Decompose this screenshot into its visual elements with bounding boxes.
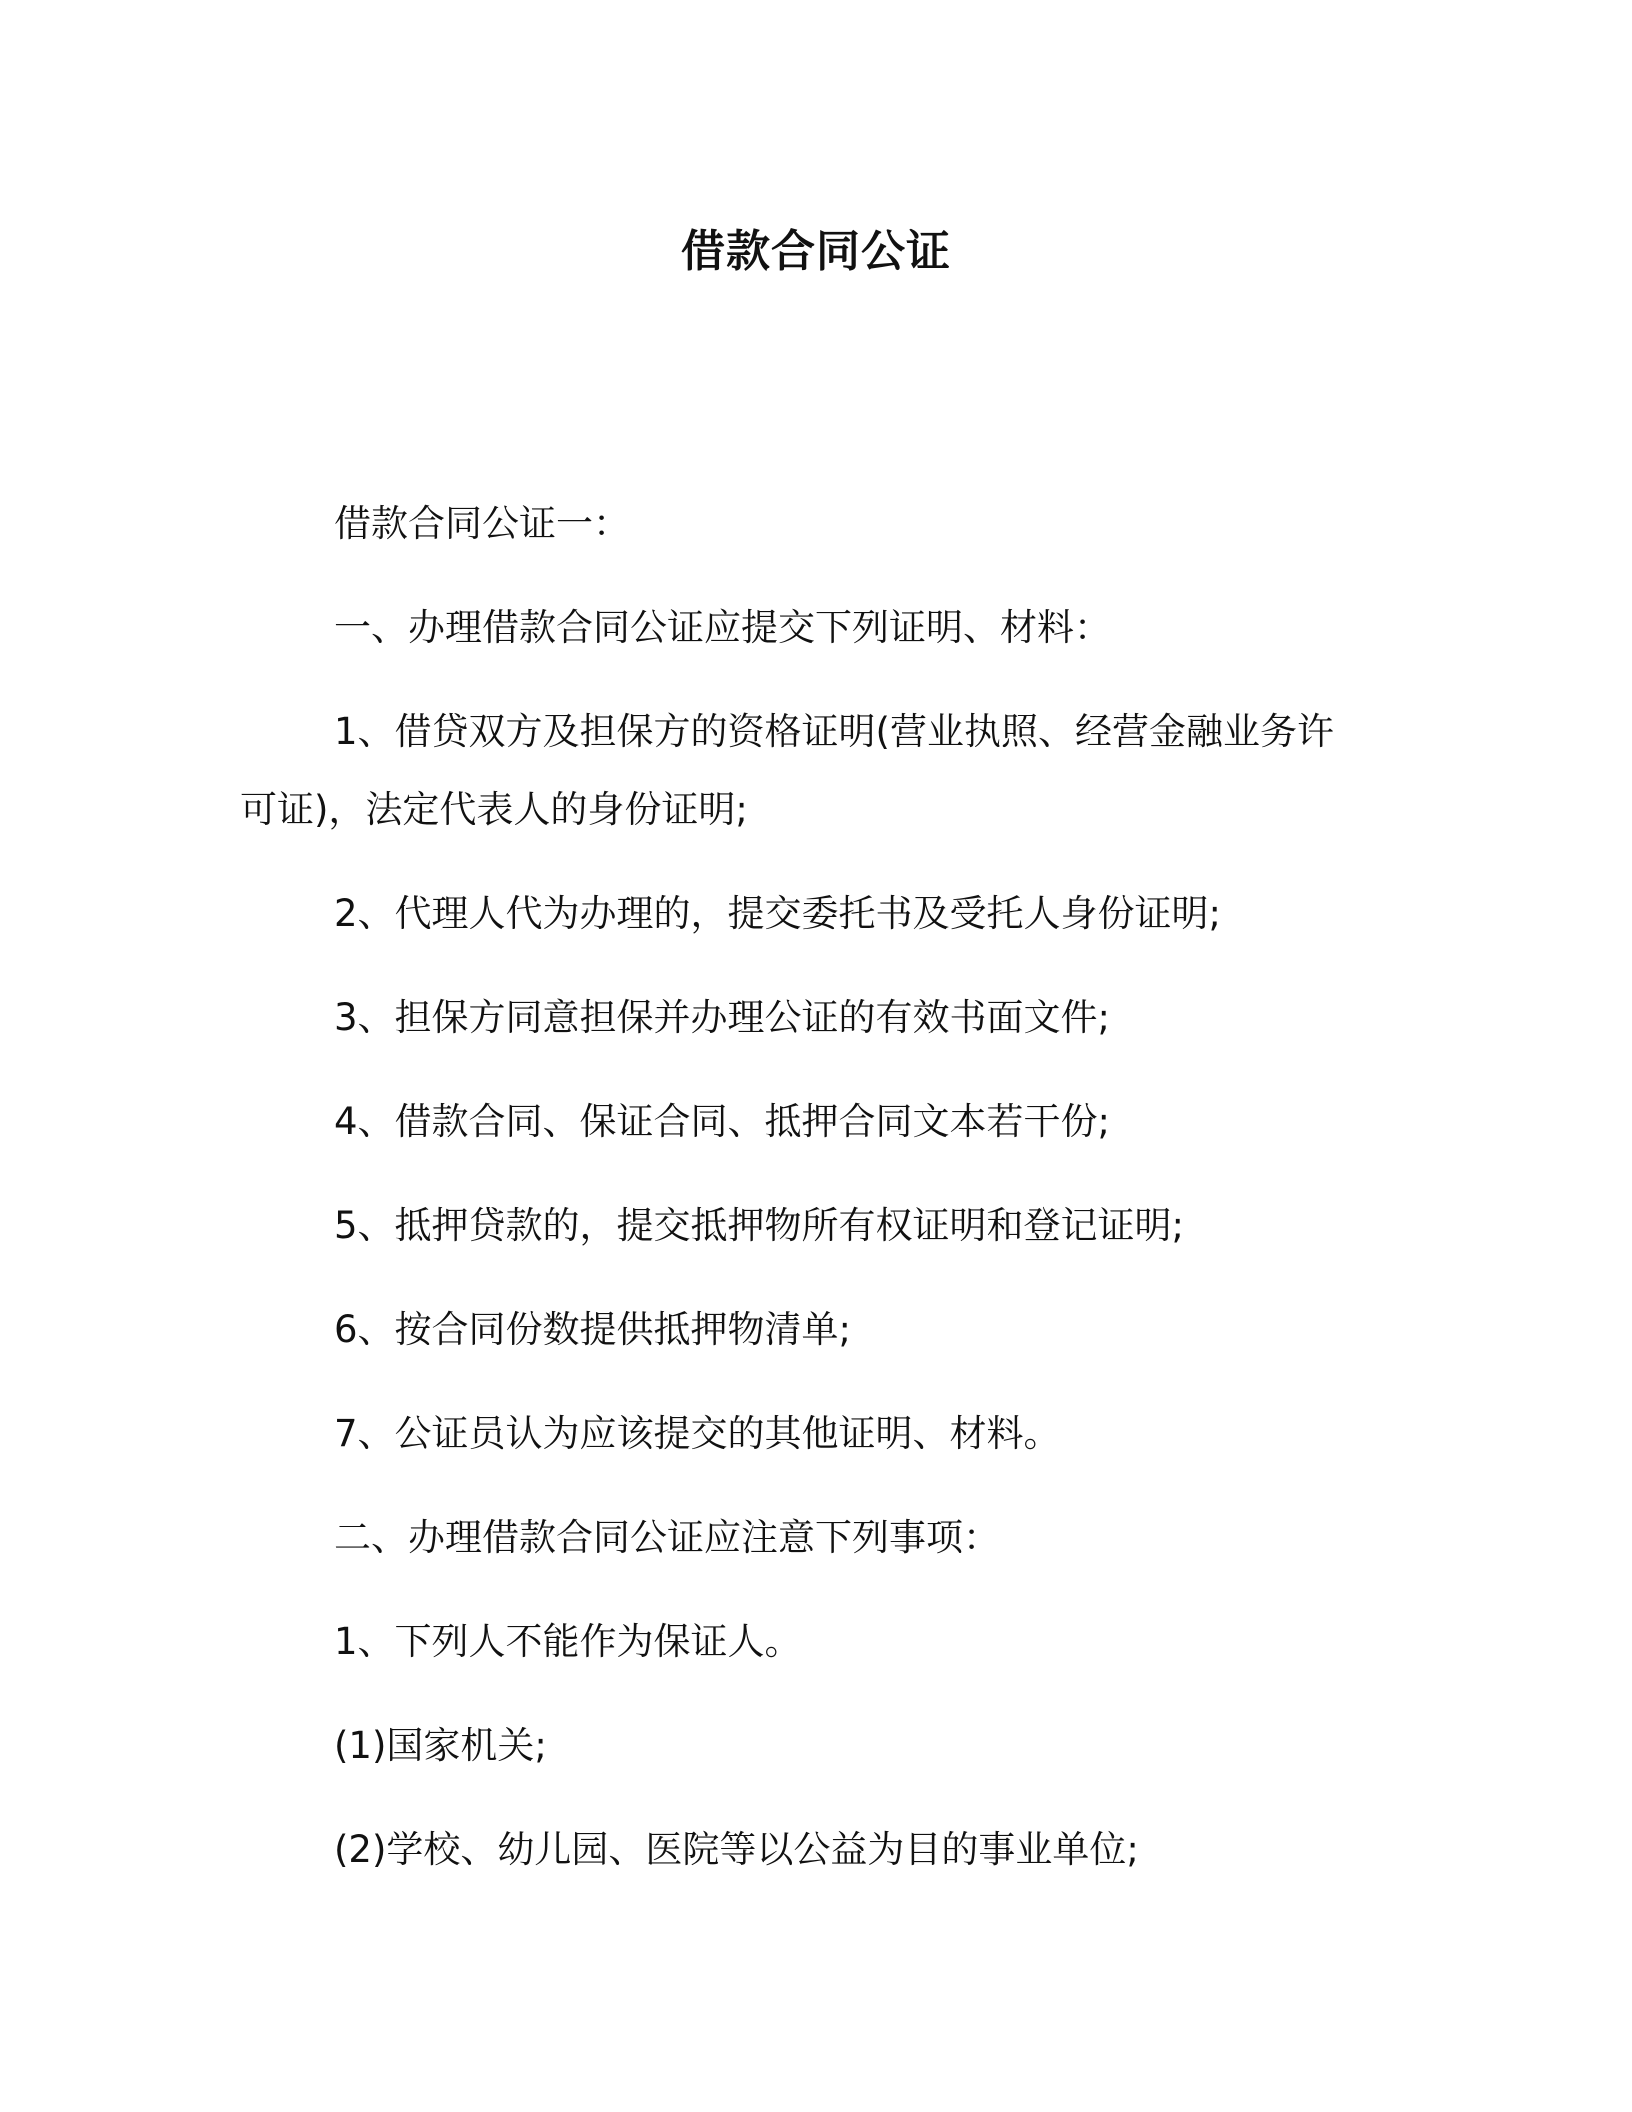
- list-item-5: 5、抵押贷款的，提交抵押物所有权证明和登记证明;: [334, 1204, 1185, 1247]
- section-1-heading: 一、办理借款合同公证应提交下列证明、材料：: [334, 606, 1111, 649]
- list-item-1: 1、借贷双方及担保方的资格证明(营业执照、经营金融业务许可证)，法定代表人的身份证明;: [240, 710, 1334, 831]
- paragraph-heading: 借款合同公证一：: [334, 502, 630, 545]
- list-item-7: 7、公证员认为应该提交的其他证明、材料。: [334, 1412, 1061, 1455]
- list-item-4: 4、借款合同、保证合同、抵押合同文本若干份;: [334, 1100, 1111, 1143]
- list-item-2: 2、代理人代为办理的，提交委托书及受托人身份证明;: [334, 892, 1222, 935]
- document-title: 借款合同公证: [681, 226, 951, 277]
- list-item-3: 3、担保方同意担保并办理公证的有效书面文件;: [334, 996, 1111, 1039]
- list-item-6: 6、按合同份数提供抵押物清单;: [334, 1308, 852, 1351]
- section-2-heading: 二、办理借款合同公证应注意下列事项：: [334, 1516, 1000, 1559]
- sub-item-1-b: (2)学校、幼儿园、医院等以公益为目的事业单位;: [334, 1828, 1139, 1871]
- sub-item-1: 1、下列人不能作为保证人。: [334, 1620, 802, 1663]
- sub-item-1-a: (1)国家机关;: [334, 1724, 547, 1767]
